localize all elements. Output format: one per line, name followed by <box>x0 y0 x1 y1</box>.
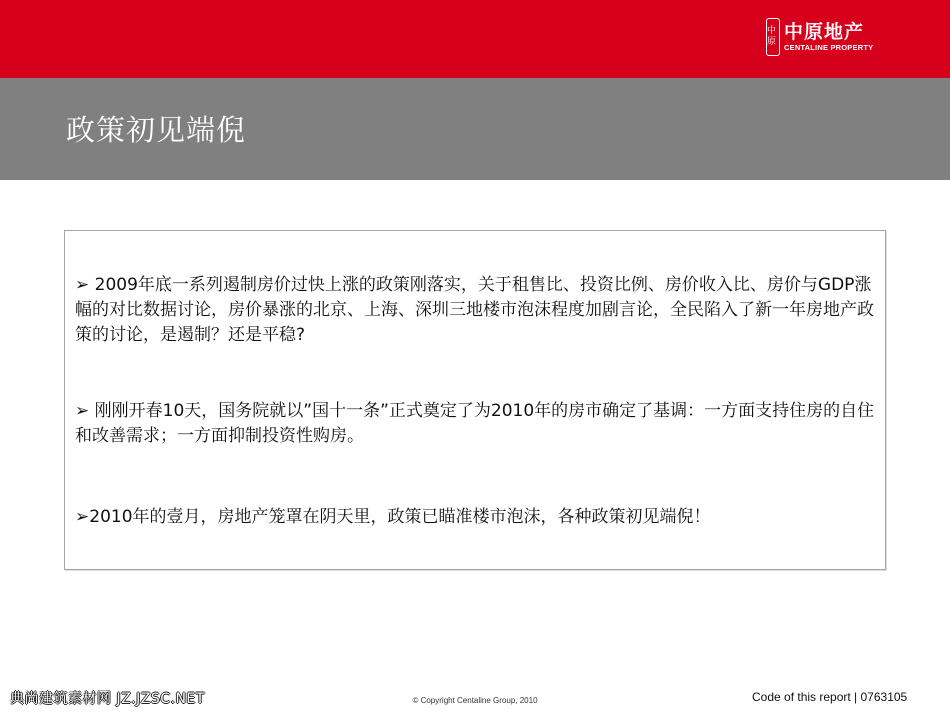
header-bar <box>0 0 950 78</box>
centaline-logo <box>766 16 873 58</box>
footer-copyright: © Copyright Centaline Group, 2010 <box>412 696 538 705</box>
bullet-item <box>75 399 875 449</box>
bullet-text: 2009年底一系列遏制房价过快上涨的政策刚落实，关于租售比、投资比例、房价收入比、房价与GDP涨幅的对比数据讨论，房价暴涨的北京、上海、深圳三地楼市泡沫程度加剧言论，全民陷入了新一年房地产政策的讨论，是遏制？还是平稳? <box>75 275 874 345</box>
logo-name-en: CENTALINE PROPERTY <box>784 43 874 52</box>
title-band <box>0 78 950 180</box>
content-box <box>64 230 886 570</box>
footer-report-code: Code of this report | 0763105 <box>752 690 908 704</box>
bullet-arrow-icon: ➢ <box>75 275 90 295</box>
slide-title: 政策初见端倪 <box>66 113 247 147</box>
logo-seal <box>766 18 780 56</box>
bullet-text: 刚刚开春10天，国务院就以”国十一条”正式奠定了为2010年的房市确定了基调：一方面支持住房的自住和改善需求；一方面抑制投资性购房。 <box>75 401 875 446</box>
bullet-text: 2010年的壹月，房地产笼罩在阴天里，政策已瞄准楼市泡沫，各种政策初见端倪！ <box>89 507 711 527</box>
bullet-item <box>75 273 875 348</box>
logo-name-cn: 中原地产 <box>784 21 865 43</box>
watermark-text: 典尚建筑素材网 JZ.JZSC.NET <box>10 691 205 707</box>
logo-seal-text: 中原 <box>767 26 777 47</box>
bullet-arrow-icon: ➢ <box>75 507 90 527</box>
bullet-arrow-icon: ➢ <box>75 401 90 421</box>
bullet-item <box>75 505 875 530</box>
